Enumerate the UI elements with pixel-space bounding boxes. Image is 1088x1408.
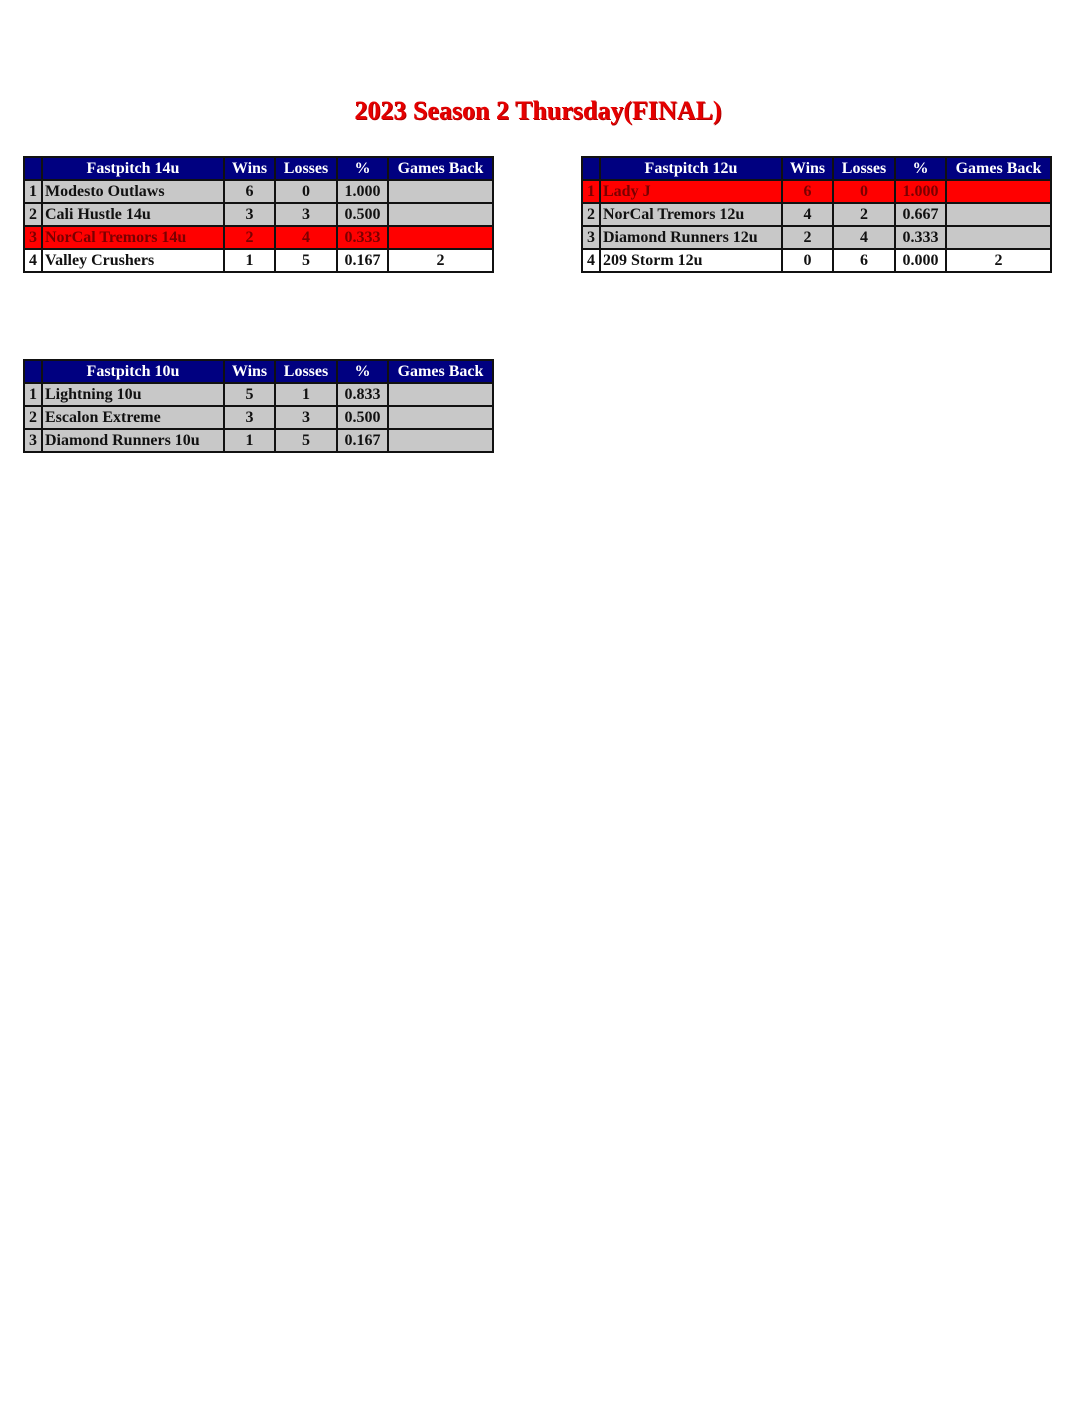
pct-cell: 0.833 xyxy=(337,383,388,406)
team-cell: Escalon Extreme xyxy=(42,406,224,429)
rank-cell: 3 xyxy=(24,226,42,249)
rank-cell: 2 xyxy=(24,406,42,429)
pct-cell: 0.500 xyxy=(337,203,388,226)
wins-header: Wins xyxy=(224,360,275,383)
standings-table-10u xyxy=(23,359,494,453)
games-back-header: Games Back xyxy=(388,157,493,180)
games-back-header: Games Back xyxy=(388,360,493,383)
losses-cell: 6 xyxy=(833,249,895,272)
table-row xyxy=(24,383,493,406)
wins-cell: 3 xyxy=(224,406,275,429)
table-header-row xyxy=(24,157,493,180)
pct-cell: 0.667 xyxy=(895,203,946,226)
team-cell: Modesto Outlaws xyxy=(42,180,224,203)
losses-cell: 0 xyxy=(833,180,895,203)
rank-cell: 1 xyxy=(24,180,42,203)
team-cell: 209 Storm 12u xyxy=(600,249,782,272)
losses-header: Losses xyxy=(275,360,337,383)
team-cell: Diamond Runners 12u xyxy=(600,226,782,249)
games-back-cell xyxy=(946,203,1051,226)
wins-cell: 5 xyxy=(224,383,275,406)
pct-cell: 0.333 xyxy=(337,226,388,249)
rank-header xyxy=(582,157,600,180)
wins-header: Wins xyxy=(224,157,275,180)
table-row xyxy=(582,180,1051,203)
losses-cell: 4 xyxy=(833,226,895,249)
pct-cell: 0.500 xyxy=(337,406,388,429)
losses-header: Losses xyxy=(275,157,337,180)
table-row xyxy=(24,203,493,226)
team-cell: Lady J xyxy=(600,180,782,203)
division-name: Fastpitch 10u xyxy=(42,360,224,383)
games-back-cell xyxy=(388,429,493,452)
games-back-cell xyxy=(388,226,493,249)
wins-cell: 2 xyxy=(224,226,275,249)
pct-cell: 1.000 xyxy=(895,180,946,203)
wins-cell: 4 xyxy=(782,203,833,226)
table-row xyxy=(24,226,493,249)
table-row xyxy=(582,226,1051,249)
standings-table-12u xyxy=(581,156,1052,273)
losses-cell: 1 xyxy=(275,383,337,406)
wins-cell: 3 xyxy=(224,203,275,226)
table-row xyxy=(582,203,1051,226)
losses-cell: 5 xyxy=(275,429,337,452)
table-row xyxy=(24,406,493,429)
pct-header: % xyxy=(337,157,388,180)
games-back-cell xyxy=(946,180,1051,203)
pct-cell: 1.000 xyxy=(337,180,388,203)
table-row xyxy=(582,249,1051,272)
pct-cell: 0.000 xyxy=(895,249,946,272)
losses-cell: 3 xyxy=(275,203,337,226)
pct-header: % xyxy=(337,360,388,383)
games-back-cell xyxy=(388,383,493,406)
table-header-row xyxy=(24,360,493,383)
team-cell: Valley Crushers xyxy=(42,249,224,272)
games-back-cell xyxy=(388,406,493,429)
games-back-cell: 2 xyxy=(946,249,1051,272)
rank-cell: 1 xyxy=(24,383,42,406)
pct-cell: 0.167 xyxy=(337,249,388,272)
rank-header xyxy=(24,157,42,180)
games-back-cell xyxy=(388,180,493,203)
rank-cell: 4 xyxy=(582,249,600,272)
rank-cell: 3 xyxy=(24,429,42,452)
wins-cell: 0 xyxy=(782,249,833,272)
losses-header: Losses xyxy=(833,157,895,180)
wins-header: Wins xyxy=(782,157,833,180)
games-back-header: Games Back xyxy=(946,157,1051,180)
rank-header xyxy=(24,360,42,383)
page-title: 2023 Season 2 Thursday(FINAL) xyxy=(354,96,722,125)
wins-cell: 6 xyxy=(224,180,275,203)
division-name: Fastpitch 12u xyxy=(600,157,782,180)
rank-cell: 3 xyxy=(582,226,600,249)
losses-cell: 2 xyxy=(833,203,895,226)
table-row xyxy=(24,429,493,452)
losses-cell: 0 xyxy=(275,180,337,203)
pct-cell: 0.167 xyxy=(337,429,388,452)
rank-cell: 4 xyxy=(24,249,42,272)
pct-cell: 0.333 xyxy=(895,226,946,249)
wins-cell: 6 xyxy=(782,180,833,203)
team-cell: Cali Hustle 14u xyxy=(42,203,224,226)
wins-cell: 2 xyxy=(782,226,833,249)
table-header-row xyxy=(582,157,1051,180)
losses-cell: 3 xyxy=(275,406,337,429)
losses-cell: 4 xyxy=(275,226,337,249)
rank-cell: 1 xyxy=(582,180,600,203)
losses-cell: 5 xyxy=(275,249,337,272)
wins-cell: 1 xyxy=(224,429,275,452)
team-cell: NorCal Tremors 12u xyxy=(600,203,782,226)
standings-table-14u xyxy=(23,156,494,273)
division-name: Fastpitch 14u xyxy=(42,157,224,180)
wins-cell: 1 xyxy=(224,249,275,272)
games-back-cell xyxy=(946,226,1051,249)
table-row xyxy=(24,249,493,272)
team-cell: Lightning 10u xyxy=(42,383,224,406)
rank-cell: 2 xyxy=(582,203,600,226)
rank-cell: 2 xyxy=(24,203,42,226)
games-back-cell: 2 xyxy=(388,249,493,272)
table-row xyxy=(24,180,493,203)
games-back-cell xyxy=(388,203,493,226)
pct-header: % xyxy=(895,157,946,180)
team-cell: Diamond Runners 10u xyxy=(42,429,224,452)
team-cell: NorCal Tremors 14u xyxy=(42,226,224,249)
